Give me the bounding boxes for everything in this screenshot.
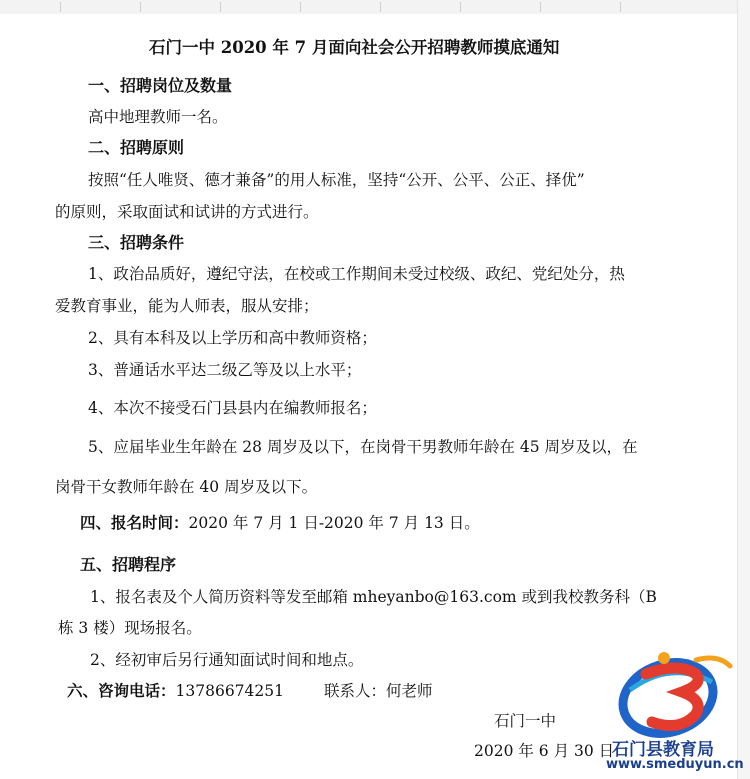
section6-label: 六、咨询电话： xyxy=(67,681,176,700)
section3-item2: 2、具有本科及以上学历和高中教师资格； xyxy=(88,329,377,347)
section1-heading: 一、招聘岗位及数量 xyxy=(88,76,233,95)
section3-heading: 三、招聘条件 xyxy=(88,233,185,252)
section2-heading: 二、招聘原则 xyxy=(88,138,185,157)
section3-item3: 3、普通话水平达二级乙等及以上水平； xyxy=(88,361,362,379)
section5-item2: 2、经初审后另行通知面试时间和地点。 xyxy=(90,651,364,669)
contact-person: 何老师 xyxy=(386,682,433,700)
section4-registration-time xyxy=(80,513,480,533)
section4-label: 四、报名时间： xyxy=(80,513,189,532)
section5-item1-line2: 栋 3 楼）现场报名。 xyxy=(58,619,202,637)
section2-line1: 按照“任人唯贤、德才兼备”的用人标准，坚持“公开、公平、公正、择优” xyxy=(88,171,585,189)
section5-item1-line1: 1、报名表及个人简历资料等发至邮箱 mheyanbo@163.com 或到我校教务科（B xyxy=(90,588,657,606)
section1-text: 高中地理教师一名。 xyxy=(88,108,228,126)
contact-label: 联系人： xyxy=(324,682,387,700)
signature-date: 2020 年 6 月 30 日 xyxy=(474,742,615,760)
section3-item1-line1: 1、政治品质好，遵纪守法，在校或工作期间未受过校级、政纪、党纪处分，热 xyxy=(88,265,625,283)
consult-phone: 13786674251 xyxy=(175,682,284,700)
signature-org: 石门一中 xyxy=(494,712,557,730)
document-top-bar xyxy=(0,0,750,14)
section2-line2: 的原则，采取面试和试讲的方式进行。 xyxy=(55,203,319,221)
section5-heading: 五、招聘程序 xyxy=(80,555,177,574)
logo-orange-dot xyxy=(658,652,670,664)
document-title: 石门一中 2020 年 7 月面向社会公开招聘教师摸底通知 xyxy=(149,38,560,57)
section3-item5-line2: 岗骨干女教师年龄在 40 周岁及以下。 xyxy=(55,478,318,496)
section4-value: 2020 年 7 月 1 日-2020 年 7 月 13 日。 xyxy=(188,514,480,532)
logo-red-3-shape xyxy=(646,668,698,726)
section6-contact-line xyxy=(67,681,433,701)
section3-item1-line2: 爱教育事业，能为人师表，服从安排； xyxy=(55,297,319,315)
section3-item5-line1: 5、应届毕业生年龄在 28 周岁及以下，在岗骨干男教师年龄在 45 周岁及以，在 xyxy=(88,438,638,456)
watermark-org-name: 石门县教育局 xyxy=(612,740,714,760)
section3-item4: 4、本次不接受石门县县内在编教师报名； xyxy=(88,399,377,417)
watermark-url: www.smeduyun.cn xyxy=(606,757,744,772)
